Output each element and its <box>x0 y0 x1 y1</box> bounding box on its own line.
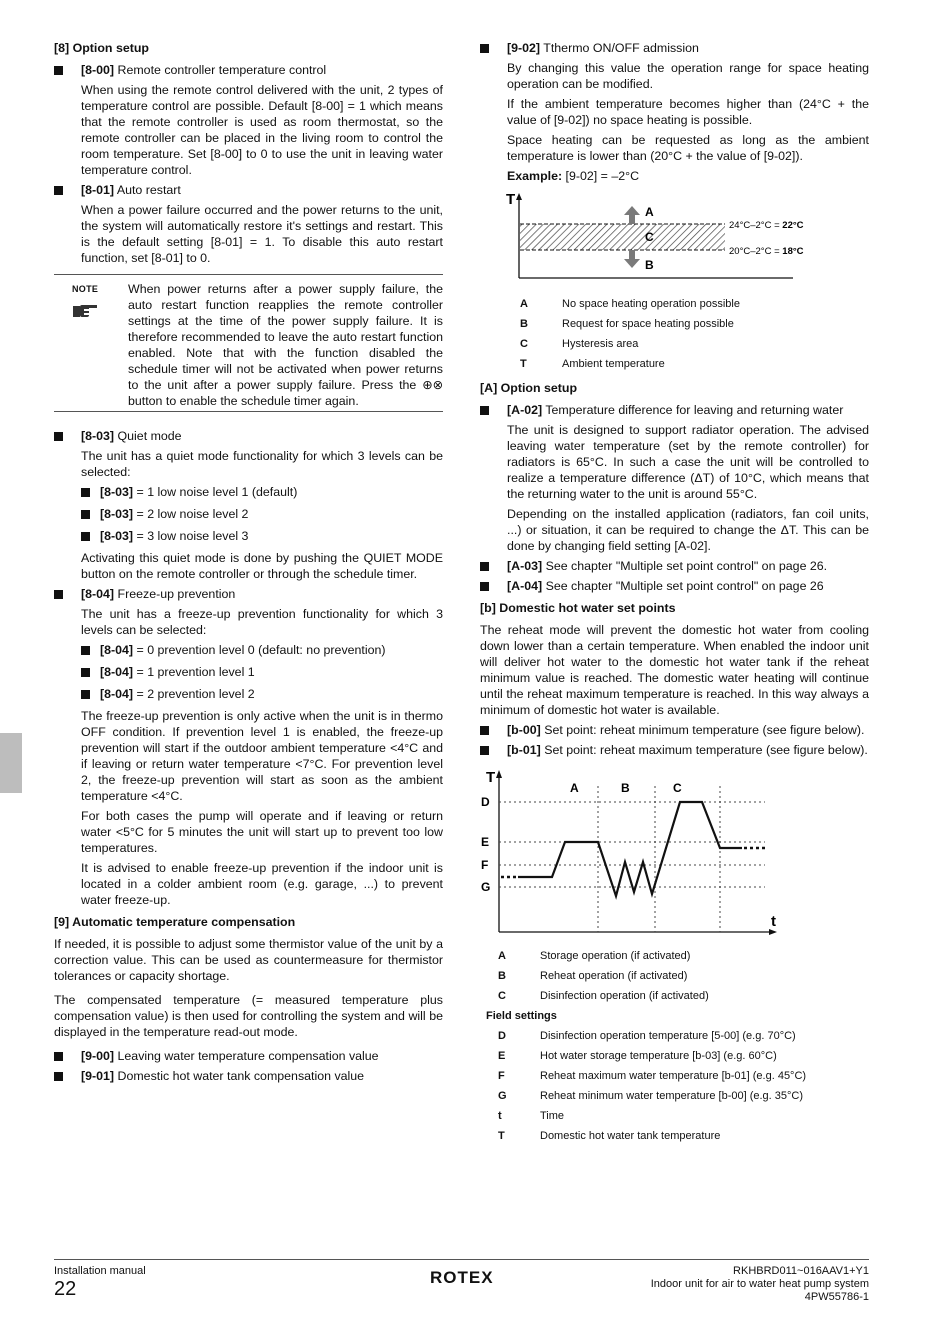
quiet-level-3: [8-03] = 3 low noise level 3 <box>54 528 443 544</box>
legend-row: G Reheat minimum water temperature [b-00] (e.g. 35°C) <box>498 1090 804 1102</box>
page-footer <box>54 1259 869 1303</box>
fig2-label-c: C <box>673 781 682 795</box>
legend-row: A No space heating operation possible <box>520 298 740 310</box>
lower-threshold-label: 20°C–2°C = 18°C <box>729 246 804 257</box>
pointing-hand-icon <box>72 301 98 319</box>
legend-row: C Hysteresis area <box>520 338 639 350</box>
example-line: Example: [9-02] = –2°C <box>507 169 640 183</box>
bullet-square-icon <box>480 746 489 755</box>
item-9-02: [9-02] Tthermo ON/OFF admission <box>480 40 869 56</box>
freeze-level-1: [8-04] = 1 prevention level 1 <box>54 664 443 680</box>
upper-threshold-label: 24°C–2°C = 22°C <box>729 220 804 231</box>
quiet-level-2: [8-03] = 2 low noise level 2 <box>54 506 443 522</box>
freeze-level-0: [8-04] = 0 prevention level 0 (default: no prevention) <box>54 642 443 658</box>
item-b-01: [b-01] Set point: reheat maximum temperature (see figure below). <box>480 742 869 758</box>
bullet-square-icon <box>480 726 489 735</box>
item-8-04: [8-04] Freeze-up prevention <box>54 586 443 602</box>
section-9-text2: The compensated temperature (= measured temperature plus compensation value) is then used for controlling the system and will be displayed in the temperature read-out mode. <box>54 993 443 1039</box>
item-a-02-p2: Depending on the installed application (radiators, fan coil units, ...) or situation, it can be required to change the ΔT. This can be done by changing field setting [A-02]. <box>507 507 869 553</box>
arrow-up-icon <box>624 206 640 224</box>
fig2-label-d: D <box>481 795 490 809</box>
bullet-square-icon <box>81 532 90 541</box>
item-8-03-text: The unit has a quiet mode functionality for which 3 levels can be selected: <box>81 449 443 479</box>
item-8-01: [8-01] Auto restart <box>54 182 443 198</box>
bullet-square-icon <box>54 186 63 195</box>
fig2-legend <box>486 946 869 1146</box>
legend-row: E Hot water storage temperature [b-03] (e.g. 60°C) <box>498 1050 777 1062</box>
legend-row: t Time <box>498 1110 565 1122</box>
item-8-04-text: The unit has a freeze-up prevention functionality for which 3 levels can be selected: <box>81 607 443 637</box>
document-number: 4PW55786-1 <box>804 1291 869 1303</box>
bullet-square-icon <box>480 406 489 415</box>
bullet-square-icon <box>54 432 63 441</box>
legend-row: B Reheat operation (if activated) <box>498 970 688 982</box>
bullet-square-icon <box>480 562 489 571</box>
quiet-level-1: [8-03] = 1 low noise level 1 (default) <box>54 484 443 500</box>
item-a-03: [A-03] See chapter "Multiple set point control" on page 26. <box>480 558 869 574</box>
fig1-label-a: A <box>645 205 654 219</box>
bullet-square-icon <box>480 582 489 591</box>
fig2-y-axis-arrow <box>496 770 502 778</box>
section-9-title: [9] Automatic temperature compensation <box>54 915 296 929</box>
hysteresis-area <box>520 224 725 250</box>
note-label: NOTE <box>72 284 99 294</box>
bullet-square-icon <box>54 1052 63 1061</box>
item-8-03-text2: Activating this quiet mode is done by pushing the QUIET MODE button on the remote controller or through the schedule timer. <box>81 551 443 581</box>
legend-row: B Request for space heating possible <box>520 318 734 330</box>
rotex-logo: ROTEX <box>430 1268 494 1287</box>
bullet-square-icon <box>81 690 90 699</box>
section-b-text: The reheat mode will prevent the domestic hot water from cooling down lower than a certain temperature. When enabled the indoor unit will deliver hot water to the domestic hot water tank if the reheat minimum value is reached. The domestic water heating will continue until the reheat maximum temperature is reached. In this way always a minimum of domestic hot water is available. <box>480 623 869 717</box>
fig1-label-b: B <box>645 258 654 272</box>
fig2-axis-T-label: T <box>486 769 496 786</box>
bullet-square-icon <box>81 668 90 677</box>
item-9-00: [9-00] Leaving water temperature compensation value <box>54 1048 443 1064</box>
item-8-00-text: When using the remote control delivered with the unit, 2 types of temperature control are possible. Default [8-00] = 1 which means that the remote controller is used as room thermostat, so the remote controller can be placed in the living room to control the room temperature. Set [8-00] to 0 to use the unit in leaving water temperature control. <box>81 83 443 177</box>
section-b-title: [b] Domestic hot water set points <box>480 601 676 615</box>
bullet-square-icon <box>54 1072 63 1081</box>
bullet-square-icon <box>81 488 90 497</box>
bullet-square-icon <box>81 510 90 519</box>
section-8-title: [8] Option setup <box>54 41 149 55</box>
bullet-square-icon <box>54 590 63 599</box>
item-b-00: [b-00] Set point: reheat minimum temperature (see figure below). <box>480 722 869 738</box>
fig2-label-a: A <box>570 781 579 795</box>
fig1-y-axis-arrow <box>516 193 522 200</box>
hysteresis-figure <box>480 188 869 288</box>
legend-row: D Disinfection operation temperature [5-00] (e.g. 70°C) <box>498 1030 796 1042</box>
chapter-tab <box>0 733 22 793</box>
item-8-00: [8-00] Remote controller temperature control <box>54 62 443 78</box>
item-9-02-p3: Space heating can be requested as long as the ambient temperature is lower than (20°C + the value of [9-02]). <box>507 133 869 163</box>
page-number: 22 <box>54 1278 77 1300</box>
manual-label: Installation manual <box>54 1265 146 1277</box>
bullet-square-icon <box>54 66 63 75</box>
bullet-square-icon <box>81 646 90 655</box>
item-9-01: [9-01] Domestic hot water tank compensation value <box>54 1068 443 1084</box>
bullet-square-icon <box>480 44 489 53</box>
product-description: Indoor unit for air to water heat pump system <box>650 1278 869 1290</box>
tank-temperature-curve <box>518 802 742 896</box>
item-a-02: [A-02] Temperature difference for leaving and returning water <box>480 402 869 418</box>
legend-row: F Reheat maximum water temperature [b-01] (e.g. 45°C) <box>498 1070 807 1082</box>
section-a-title: [A] Option setup <box>480 381 578 395</box>
item-8-03: [8-03] Quiet mode <box>54 428 443 444</box>
item-a-02-p1: The unit is designed to support radiator operation. The advised leaving water temperature (set by the remote controller) for radiators is 65°C. In such a case the unit will be controlled to realize a temperature difference (ΔT) of 10°C, which means that the returning water to the unit is around 55°C. <box>507 423 869 501</box>
item-9-02-p2: If the ambient temperature becomes higher than (24°C + the value of [9-02]) no space heating is possible. <box>507 97 869 127</box>
item-8-04-text3: For both cases the pump will operate and if leaving or return water <5°C for 5 minutes the unit will start up to prevent too low temperatures. <box>81 809 443 855</box>
note-box <box>54 274 443 412</box>
freeze-level-2: [8-04] = 2 prevention level 2 <box>54 686 443 702</box>
model-number: RKHBRD011~016AAV1+Y1 <box>733 1265 869 1277</box>
field-settings-label: Field settings <box>486 1010 557 1022</box>
footer-right <box>651 1265 869 1304</box>
fig1-legend <box>520 294 869 374</box>
note-text: When power returns after a power supply failure, the auto restart function reapplies the remote controller settings at the time of the power supply failure. It is therefore recommended to leave the auto restart function enabled. Note that with the function disabled the schedule timer will not be activated when power returns to the unit after a power supply failure. Press the ⊕⊗ button to enable the schedule timer again. <box>128 282 443 408</box>
item-a-04: [A-04] See chapter "Multiple set point control" on page 26 <box>480 578 869 594</box>
legend-row: T Domestic hot water tank temperature <box>498 1130 721 1142</box>
item-8-01-text: When a power failure occurred and the power returns to the unit, the system will automatically restore it's settings and restart. This is the default setting [8-01] = 1. To disable this auto restart function, set [8-01] to 0. <box>81 203 443 265</box>
legend-row: A Storage operation (if activated) <box>498 950 691 962</box>
fig2-axis-t-label: t <box>771 913 776 930</box>
item-8-04-text2: The freeze-up prevention is only active when the unit is in thermo OFF condition. If prevention level 1 is enabled, the freeze-up prevention will start if the outdoor ambient temperature <4°C and if leaving or return water temperature <7°C. For prevention level 2, the freeze-up prevention will start as soon as the ambient temperature <4°C. <box>81 709 443 803</box>
legend-row: T Ambient temperature <box>520 358 665 370</box>
fig1-label-c: C <box>645 230 654 244</box>
fig1-axis-t-label: T <box>506 191 516 208</box>
left-column <box>54 40 443 1088</box>
fig2-label-f: F <box>481 858 489 872</box>
right-column <box>480 40 869 1146</box>
legend-row: C Disinfection operation (if activated) <box>498 990 709 1002</box>
arrow-down-icon <box>624 250 640 268</box>
footer-left <box>54 1265 146 1300</box>
item-8-04-text4: It is advised to enable freeze-up prevention if the indoor unit is located in a colder ambient room (e.g. garage, ...) to prevent water freeze-up. <box>81 861 443 907</box>
fig2-label-e: E <box>481 835 490 849</box>
hot-water-figure <box>480 764 869 936</box>
item-9-02-p1: By changing this value the operation range for space heating operation can be modified. <box>507 61 869 91</box>
fig2-label-b: B <box>621 781 630 795</box>
fig2-label-g: G <box>481 880 491 894</box>
section-9-text1: If needed, it is possible to adjust some thermistor value of the unit by a correction value. This can be used as countermeasure for thermistor tolerances or capacity shortage. <box>54 937 443 983</box>
